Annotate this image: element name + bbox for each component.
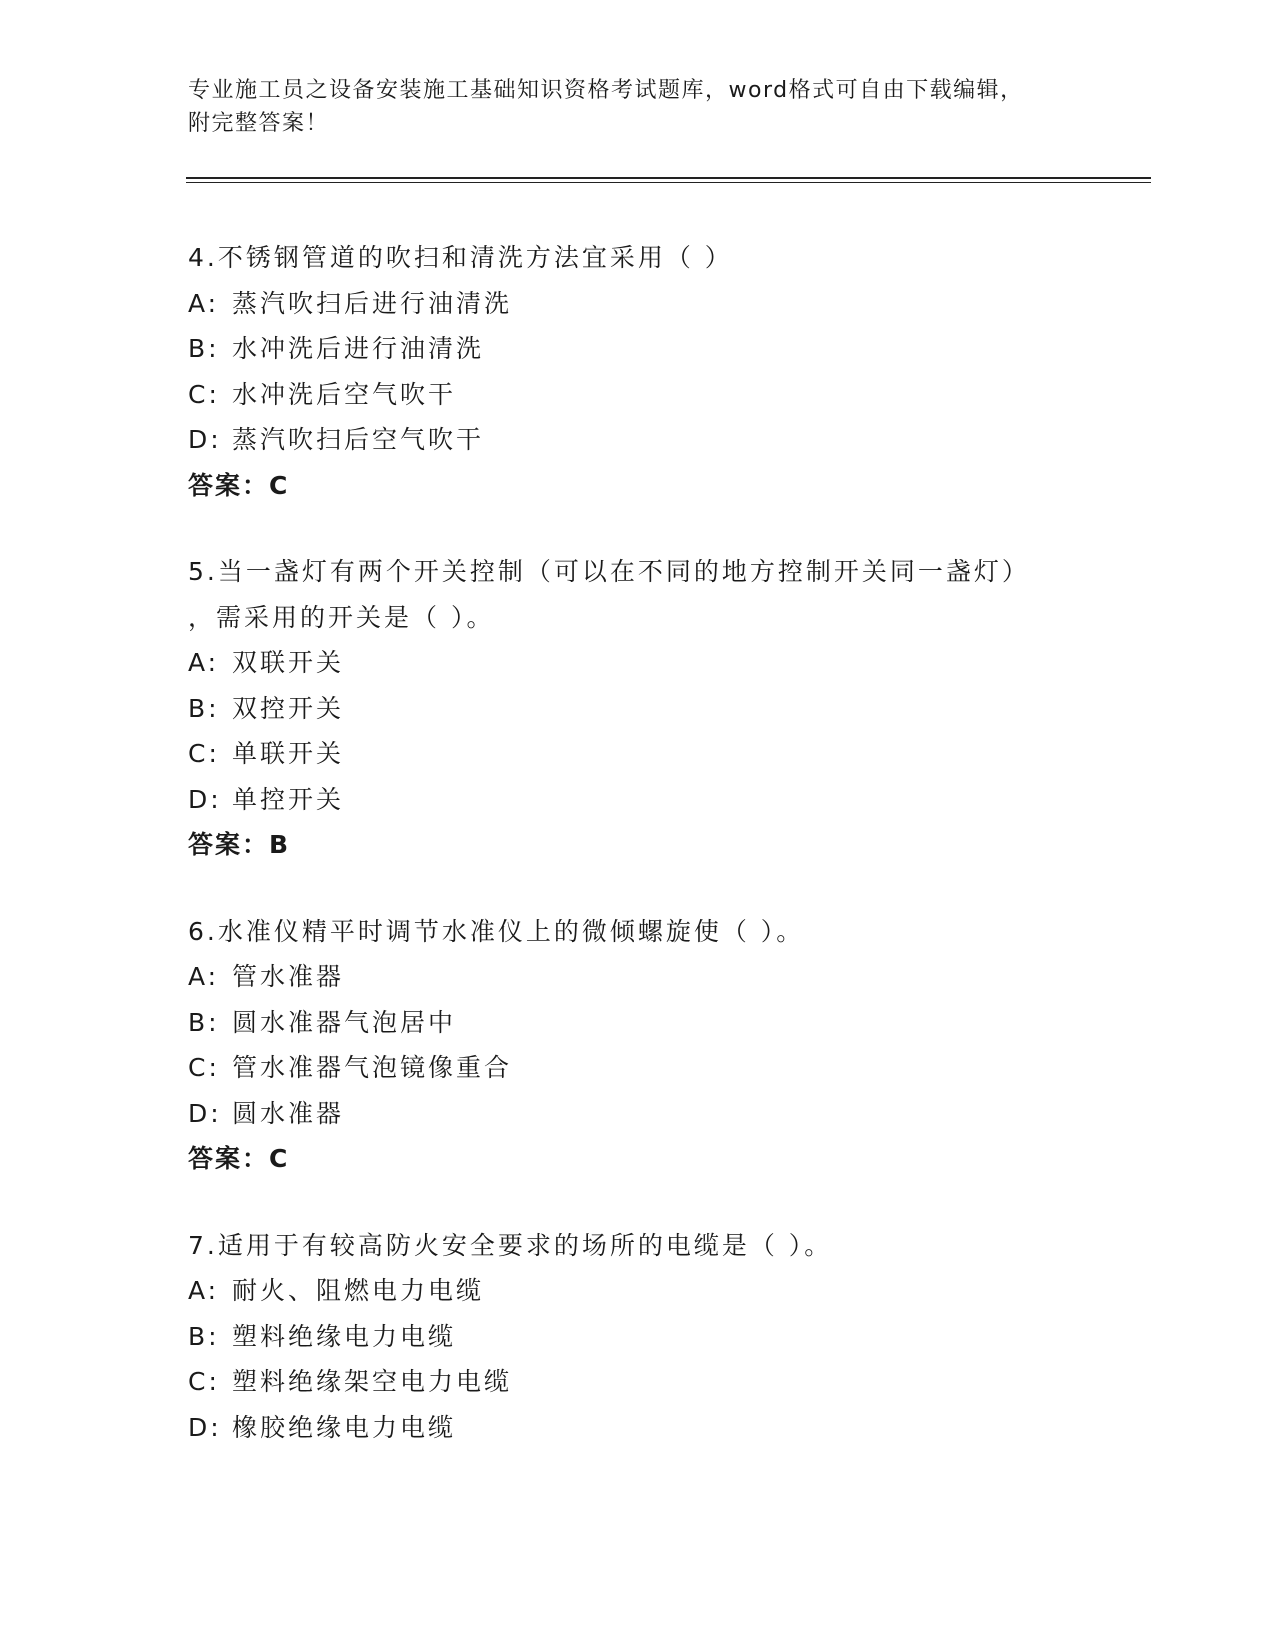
answer-option (188, 417, 1148, 463)
option-text: 塑料绝缘架空电力电缆 (232, 1367, 513, 1396)
question-stem: 5.当一盏灯有两个开关控制（可以在不同的地方控制开关同一盏灯） (188, 557, 1030, 586)
option-text: 双控开关 (232, 693, 345, 723)
option-key: D: (188, 425, 222, 454)
option-text: 橡胶绝缘电力电缆 (232, 1412, 457, 1442)
option-key: A: (188, 648, 220, 677)
option-text: 水冲洗后进行油清洗 (232, 334, 485, 363)
question-block (188, 909, 1148, 1182)
option-text: 耐火、阻燃电力电缆 (232, 1276, 485, 1305)
header-line-1: 专业施工员之设备安装施工基础知识资格考试题库，word格式可自由下载编辑， (188, 78, 1024, 103)
option-key: D: (188, 784, 222, 814)
answer-line: 答案：B (188, 830, 291, 859)
question-block (188, 1223, 1148, 1451)
answer-option (188, 1000, 1148, 1046)
answer-option (188, 954, 1148, 1000)
option-key: B: (188, 693, 220, 723)
option-text: 水冲洗后空气吹干 (232, 379, 457, 409)
question-stem: 7.适用于有较高防火安全要求的场所的电缆是（ ）。 (188, 1230, 833, 1260)
option-text: 圆水准器 (232, 1098, 345, 1128)
question-stem: ，需采用的开关是（ ）。 (188, 602, 495, 632)
answer-option (188, 777, 1148, 823)
answer-option (188, 1314, 1148, 1360)
answer-option (188, 1405, 1148, 1451)
option-key: C: (188, 1367, 220, 1396)
answer-line: 答案：C (188, 1144, 290, 1173)
header-divider-thin (186, 182, 1151, 183)
option-text: 蒸汽吹扫后空气吹干 (232, 425, 485, 454)
option-key: C: (188, 1053, 220, 1082)
question-list (188, 235, 1148, 1491)
option-text: 蒸汽吹扫后进行油清洗 (232, 288, 513, 318)
answer-option (188, 326, 1148, 372)
option-text: 管水准器气泡镜像重合 (232, 1053, 513, 1082)
answer-option (188, 1359, 1148, 1405)
option-text: 塑料绝缘电力电缆 (232, 1321, 457, 1351)
option-key: C: (188, 379, 220, 409)
option-key: B: (188, 1321, 220, 1351)
answer-option (188, 372, 1148, 418)
option-key: A: (188, 1276, 220, 1305)
answer-option (188, 1045, 1148, 1091)
answer-option (188, 731, 1148, 777)
question-block (188, 235, 1148, 508)
question-stem: 4.不锈钢管道的吹扫和清洗方法宜采用（ ） (188, 243, 733, 272)
option-key: C: (188, 739, 220, 768)
option-key: B: (188, 334, 220, 363)
option-key: A: (188, 288, 220, 318)
option-text: 圆水准器气泡居中 (232, 1007, 457, 1037)
answer-option (188, 1091, 1148, 1137)
answer-option (188, 686, 1148, 732)
option-key: A: (188, 962, 220, 991)
answer-option (188, 281, 1148, 327)
option-text: 管水准器 (232, 962, 345, 991)
option-text: 单控开关 (232, 784, 345, 814)
option-key: D: (188, 1412, 222, 1442)
option-key: D: (188, 1098, 222, 1128)
question-block (188, 549, 1148, 868)
page-header (188, 74, 1148, 140)
question-stem: 6.水准仪精平时调节水准仪上的微倾螺旋使（ ）。 (188, 916, 805, 946)
answer-option (188, 640, 1148, 686)
option-text: 单联开关 (232, 739, 345, 768)
answer-option (188, 1268, 1148, 1314)
header-line-2: 附完整答案！ (188, 111, 330, 136)
option-key: B: (188, 1007, 220, 1037)
option-text: 双联开关 (232, 648, 345, 677)
header-divider-thick (186, 177, 1151, 179)
answer-line: 答案：C (188, 470, 290, 500)
